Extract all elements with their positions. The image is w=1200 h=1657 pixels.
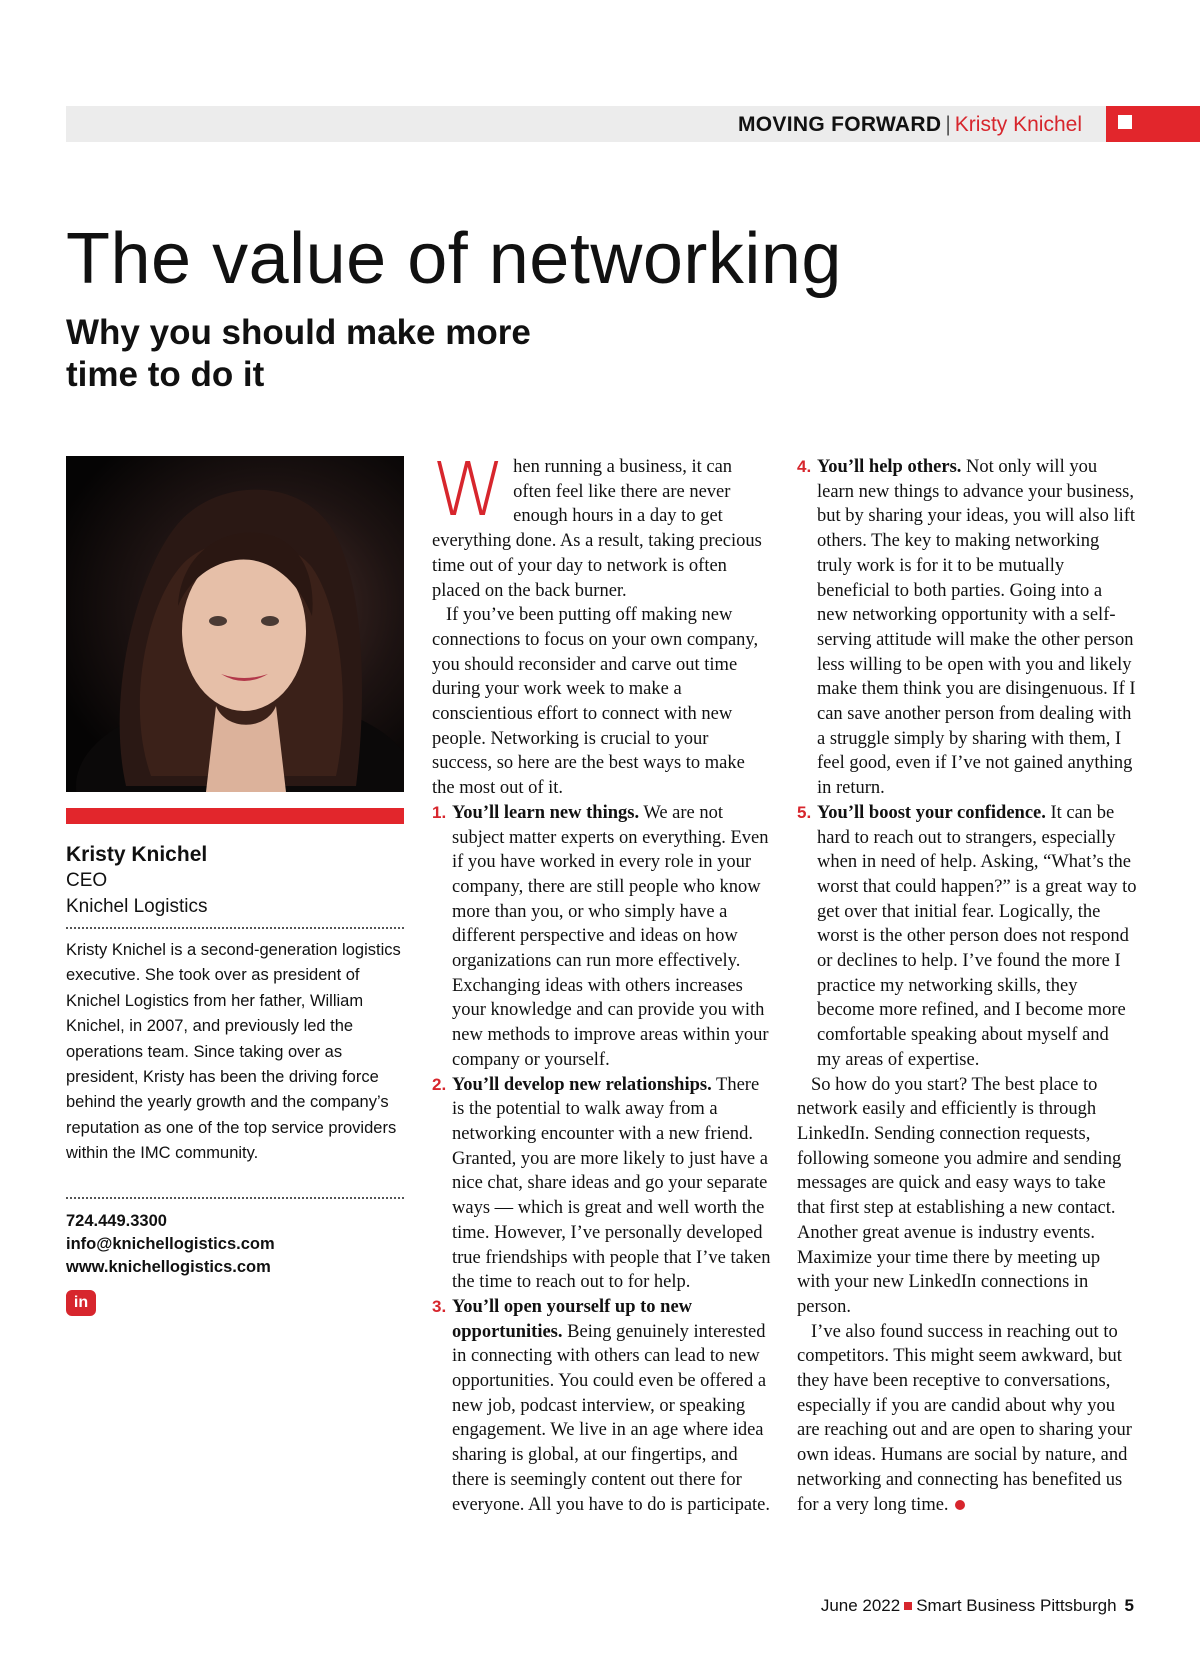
header-author: Kristy Knichel xyxy=(954,113,1082,136)
list-item-number: 2. xyxy=(432,1074,447,1094)
bio-role: CEO xyxy=(66,870,108,891)
header-separator: | xyxy=(945,113,951,136)
closing-paragraph-final xyxy=(797,1320,1137,1518)
bio-divider-bottom xyxy=(66,1197,404,1199)
section-header xyxy=(738,112,1082,138)
list-item-heading: You’ll open yourself up to new opportunities. xyxy=(452,1296,693,1342)
footer-square-icon xyxy=(904,1602,912,1610)
list-item-heading: You’ll learn new things. xyxy=(452,802,640,823)
article-subtitle: Why you should make more time to do it xyxy=(66,313,531,394)
bio-email-link[interactable]: info@knichellogistics.com xyxy=(66,1235,275,1253)
body-paragraph: If you’ve been putting off making new connections to focus on your own company, you should reconsider and carve out time during your work week to make a conscientious effort to connect with new people. Networking is crucial to your success, so here are the best ways to make the most out of it. xyxy=(432,605,759,799)
article-title: The value of networking xyxy=(66,219,842,299)
linkedin-icon[interactable]: in xyxy=(66,1290,96,1316)
footer-publication: Smart Business Pittsburgh xyxy=(916,1596,1117,1615)
section-name: MOVING FORWARD xyxy=(738,113,942,136)
list-item-text: There is the potential to walk away from a networking encounter with a new friend. Granted, you are more likely to just have a nice chat, share ideas and go your separate ways — which is great and well worth the time. However, I’ve personally developed true friendships with people that I’ve taken the time to reach out to for help. xyxy=(452,1074,771,1293)
bio-company: Knichel Logistics xyxy=(66,896,208,917)
list-item-text: We are not subject matter experts on everything. Even if you have worked in every role in your company, there are still people who know more than you, or who simply have a different perspective and ideas on how organizations can run more effectively. Exchanging ideas with others increases your knowledge and can provide you with new methods to improve areas within your company or yourself. xyxy=(452,802,769,1070)
list-item xyxy=(797,455,1137,801)
list-item xyxy=(432,1073,772,1295)
list-item-number: 3. xyxy=(432,1296,447,1316)
footer-date: June 2022 xyxy=(820,1596,901,1615)
header-square-icon xyxy=(1118,115,1132,129)
intro-paragraph xyxy=(432,447,772,603)
bio-red-rule xyxy=(66,808,404,824)
bio-name: Kristy Knichel xyxy=(66,843,208,866)
list-item xyxy=(797,801,1137,1073)
closing-paragraph: So how do you start? The best place to network easily and efficiently is through LinkedIn. Sending connection requests, following someone you admire and sending messages are quick and easy ways to take that first step at establishing a new contact. Another great avenue is industry events. Maximize your time there by meeting up with your new LinkedIn connections in person. xyxy=(797,1074,1122,1317)
list-item-text: Being genuinely interested in connecting with others can lead to new opportunities. You could even be offered a new job, podcast interview, or speaking engagement. We live in an age where idea sharing is global, at our fingertips, and there is seemingly content out there for everyone. All you have to do is participate. xyxy=(452,1321,771,1515)
list-item-heading: You’ll boost your confidence. xyxy=(817,802,1046,823)
intro-text: hen running a business, it can often feel like there are never enough hours in a day to get everything done. As a result, taking precious time out of your day to network is often placed on the back burner. xyxy=(432,457,762,601)
author-photo xyxy=(66,456,404,792)
list-item-number: 1. xyxy=(432,802,447,822)
list-item-number: 5. xyxy=(797,802,812,822)
closing-text: I’ve also found success in reaching out to competitors. This might seem awkward, but they have been receptive to conversations, especially if you are candid about why you are reaching out and are open to sharing your own ideas. Humans are social by nature, and networking and connecting has benefited us for a very long time. xyxy=(797,1321,1132,1515)
bio-text: Kristy Knichel is a second-generation logistics executive. She took over as president of Knichel Logistics from her father, William Knichel, in 2007, and previously led the operations team. Since taking over as president, Kristy has been the driving force behind the yearly growth and the company’s reputation as one of the top service providers within the IMC community. xyxy=(66,941,401,1163)
list-item-text: Not only will you learn new things to advance your business, but by sharing your ideas, you will also lift others. The key to making networking truly work is for it to be mutually beneficial to both parties. Going into a new networking opportunity with a self-serving attitude will make the other person less willing to be open with you and likely make them think you are disingenuous. If I can save another person from dealing with a struggle simply by sharing with them, I feel good, even if I’ve not gained anything in return. xyxy=(817,457,1136,799)
article-column-2 xyxy=(797,455,1137,1517)
author-portrait-illustration xyxy=(66,456,404,792)
list-item xyxy=(432,801,772,1073)
list-item-heading: You’ll help others. xyxy=(817,457,962,477)
bio-website-link[interactable]: www.knichellogistics.com xyxy=(66,1258,271,1276)
drop-cap: W xyxy=(432,447,506,533)
list-item-number: 4. xyxy=(797,457,812,476)
list-item-text: It can be hard to reach out to strangers, especially when in need of help. Asking, “What’s the worst that could happen?” is a great way to get over that initial fear. Logically, the worst is the other person does not respond or declines to help. I’ve found the more I practice my networking skills, they become more refined, and I become more comfortable speaking about myself and my areas of expertise. xyxy=(817,802,1137,1070)
page-number: 5 xyxy=(1124,1596,1134,1615)
article-column-1 xyxy=(432,447,772,1517)
list-item-heading: You’ll develop new relationships. xyxy=(452,1074,712,1095)
page-footer xyxy=(821,1595,1134,1617)
list-item xyxy=(432,1295,772,1517)
end-mark-icon xyxy=(955,1500,965,1510)
bio-phone: 724.449.3300 xyxy=(66,1212,167,1230)
bio-divider-top xyxy=(66,927,404,929)
